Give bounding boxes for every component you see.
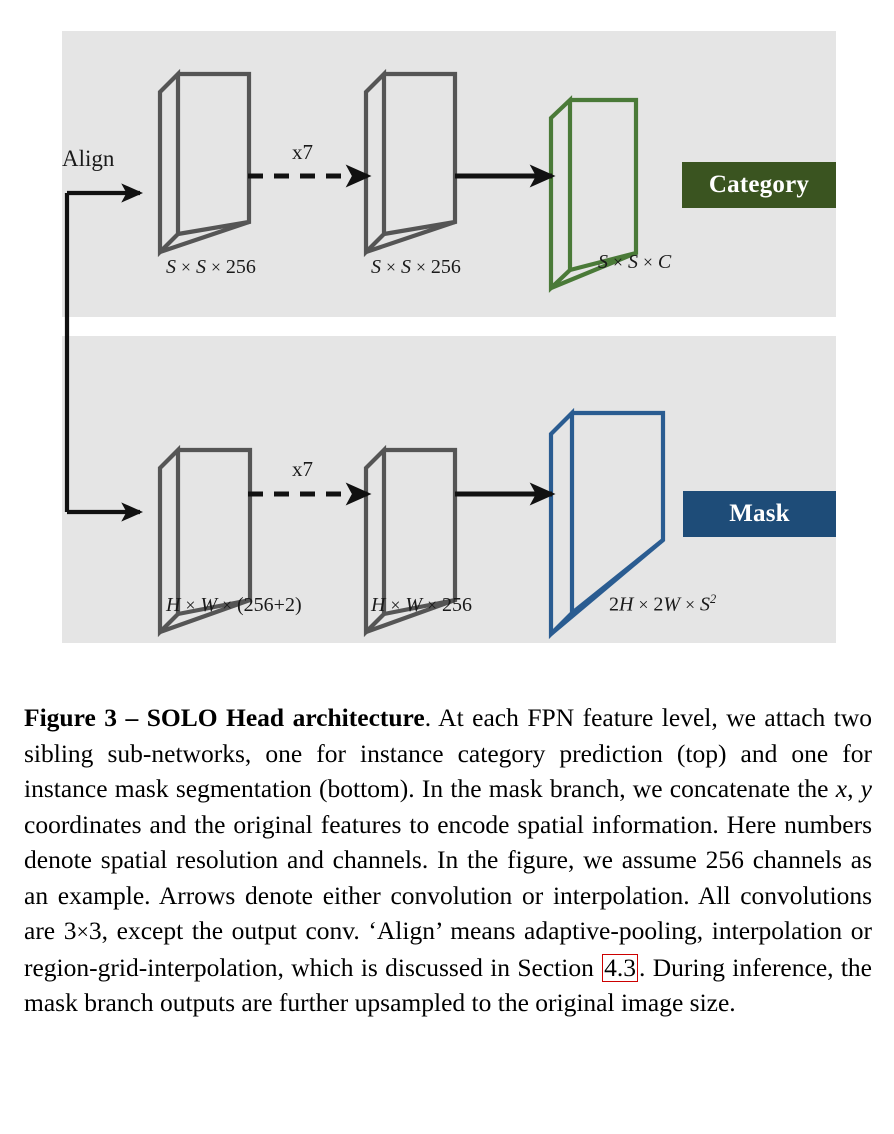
slab-top-1	[160, 74, 249, 252]
caption-title: SOLO Head architecture	[146, 703, 425, 732]
caption-math-y: y	[860, 774, 872, 803]
slab-top-2	[366, 74, 455, 252]
caption-times-symbol: ×	[76, 919, 89, 944]
figure-caption	[24, 700, 872, 1021]
mask-output-tag: Mask	[683, 491, 836, 537]
repeat-label-bottom: x7	[292, 457, 313, 481]
caption-body-4: . During inference, the mask branch outputs are further upsampled to the original image size.	[24, 952, 872, 1017]
dim-label-bottom-2: H × W × 256	[371, 594, 472, 616]
dim-label-bottom-3: $2H \times 2W \times S^2$	[609, 592, 717, 616]
repeat-label-top: x7	[292, 140, 313, 164]
dim-label-top-3: S × S × C	[598, 251, 672, 273]
dim-label-top-1: S × S × 256	[166, 256, 256, 278]
category-output-tag: Category	[682, 162, 836, 208]
dim-label-bottom-1: H × W × (256+2)	[166, 594, 302, 616]
align-label: Align	[62, 146, 115, 171]
caption-math-x: x	[835, 774, 848, 803]
caption-body-2: coordinates and the original features to encode spatial information. Here numbers denote spatial resolution and channels. In the figure, we assume 256 channels as an example. Arrows denote either convolution or interpolation. All convolutions are 3	[24, 809, 872, 945]
caption-body-3: 3, except the output conv. ‘Align’ means adaptive-pooling, interpolation or region-grid-interpolation, which is discussed in Section	[24, 916, 872, 982]
dim-label-top-2: S × S × 256	[371, 256, 461, 278]
caption-figure-number: Figure 3	[24, 703, 117, 732]
caption-comma: ,	[847, 774, 861, 803]
caption-dash: –	[117, 703, 147, 732]
caption-body-1: . At each FPN feature level, we attach two sibling sub-networks, one for instance category prediction (top) and one for instance mask segmentation (bottom). In the mask branch, we concatenate the	[24, 703, 873, 803]
section-cross-reference-link[interactable]: 4.3	[604, 952, 637, 982]
